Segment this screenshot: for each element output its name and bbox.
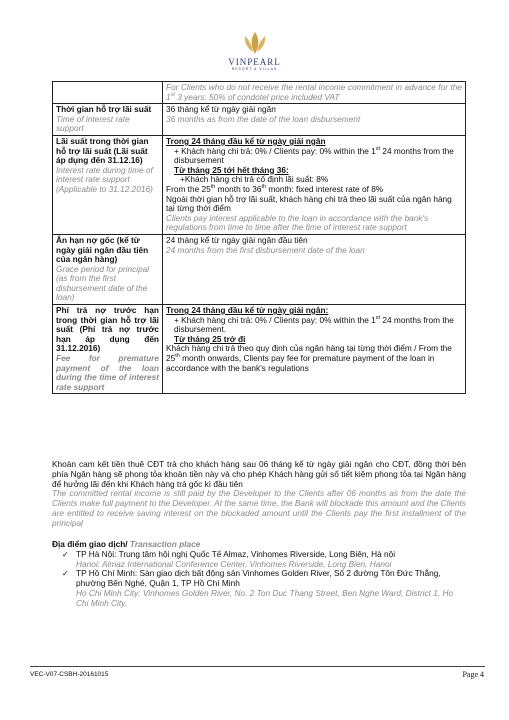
term-value-cell — [163, 135, 466, 234]
cell-text: Lãi suất trong thời gian hỗ trợ lãi suất (Lãi suất áp dụng đến 31.12.16) — [56, 135, 149, 166]
rental-commitment-en: The committed rental income is still paid by the Developer to the Clients after 06 months as from the date the Clients make full payment to the Developer. At the same time, the Bank will blockade this amount and the Clients are entitled to receive saving interest on the blockaded amount until the Clients pay the first installment of the principal — [52, 488, 466, 528]
cell-text: 24 months from the first disbursement date of the loan — [166, 244, 365, 255]
term-label-cell — [53, 305, 163, 394]
page-number: Page 4 — [462, 670, 484, 679]
cell-text: 36 months as from the date of the loan disbursement — [166, 113, 361, 124]
cell-text: 24 tháng kể từ ngày giải ngân đầu tiên — [166, 234, 308, 245]
term-value-cell — [163, 234, 466, 304]
cell-text: Grace period for principal (as from the first disbursement date of the loan) — [56, 263, 150, 303]
table-row — [53, 104, 466, 136]
location-en: Hanoi: Almaz International Conference Center, Vinhomes Riverside, Long Bien, Hanoi — [76, 558, 392, 569]
cell-text: From the 25th month to 36th month: fixed interest rate of 8% — [166, 183, 384, 194]
location-vn: TP Hồ Chí Minh: Sàn giao dịch bất động sản Vinhomes Golden River, Số 2 đường Tôn Đức Thắng, phường Bến Nghé, Quận 1, TP Hồ Chí Minh — [76, 568, 441, 589]
cell-text: For Clients who do not receive the rental income commitment in advance for the 1st 3 years: 50% of condotel price included VAT — [166, 82, 462, 102]
cell-text: Khách hàng chi trả theo quy định của ngân hàng tại từng thời điểm / From the 25th month onwards, Clients pay fee for premature payment of the loan in accordance with the bank's regulations — [166, 343, 452, 373]
cell-text: + Khách hàng chi trả: 0% / Clients pay: 0% within the 1st 24 months from the disbursement — [174, 145, 454, 166]
term-value-cell — [163, 305, 466, 394]
cell-text: 36 tháng kể từ ngày giải ngân — [166, 104, 276, 115]
cell-text: Trong 24 tháng đầu kể từ ngày giải ngân: — [166, 305, 329, 316]
rental-commitment-vn: Khoản cam kết tiền thuê CĐT trả cho khách hàng sau 06 tháng kể từ ngày giải ngân cho CĐT, đồng thời bên phía Ngân hàng sẽ phong tỏa khoản tiền này và cho phép Khách hàng gửi số tiết kiệm phong tỏa tại Ngân hàng để hưởng lãi đến khi Khách hàng trả gốc kì đầu tiên — [52, 459, 466, 489]
cell-text: Trong 24 tháng đầu kể từ ngày giải ngân — [166, 135, 326, 146]
transaction-place-section — [52, 540, 466, 609]
brand-tagline: RESORT & VILLAS — [231, 67, 278, 71]
checkmark-icon: ✓ — [62, 549, 69, 559]
term-value-cell — [163, 104, 466, 136]
cell-text: Interest rate during time of interest rate support (Applicable to 31.12.2016) — [56, 164, 153, 194]
location-item-hanoi — [62, 550, 466, 570]
cell-text: Phí trả nợ trước hạn trong thời gian hỗ trợ lãi suất (Phí trả nợ trước hạn áp dụng đến 31.12.2016) — [56, 305, 159, 354]
cell-text: Từ tháng 25 tới hết tháng 36: — [174, 164, 289, 175]
cell-text: Thời gian hỗ trợ lãi suất — [56, 104, 152, 115]
rental-commitment-section — [52, 460, 466, 529]
term-label-cell — [53, 82, 163, 104]
cell-text: Ngoài thời gian hỗ trợ lãi suất, khách hàng chi trả theo lãi suất của ngân hàng tại từng thời điểm — [166, 193, 452, 214]
term-label-cell — [53, 135, 163, 234]
table-row — [53, 305, 466, 394]
vinpearl-logo — [0, 30, 509, 71]
cell-text: Ân hạn nợ gốc (kể từ ngày giải ngân đầu tiên của ngân hàng) — [56, 234, 149, 265]
term-value-cell — [163, 82, 466, 104]
cell-text: + Khách hàng chi trả: 0% / Clients pay: 0% within the 1st 24 months from the disbursement. — [174, 314, 454, 335]
footer-divider — [30, 666, 485, 667]
term-label-cell — [53, 104, 163, 136]
document-code: VEC-V07-CSBH-20161015 — [30, 671, 109, 678]
checkmark-icon: ✓ — [62, 569, 69, 579]
transaction-place-heading: Địa điểm giao dịch/ Transaction place — [52, 539, 201, 549]
cell-text: Time of interest rate support — [56, 113, 130, 134]
location-en: Ho Chi Minh City: Vinhomes Golden River, No. 2 Ton Duc Thang Street, Ben Nghe Ward, District 1, Ho Chi Minh City. — [76, 587, 454, 608]
loan-terms-table — [52, 81, 466, 394]
location-item-hcmc — [62, 569, 466, 608]
cell-text: Clients pay interest applicable to the loan in accordance with the bank's regulations from time to time after the time of interest rate support — [166, 212, 429, 233]
cell-text: Fee for premature payment of the loan during the time of interest rate support — [56, 353, 159, 392]
cell-text: +Khách hàng chi trả cố định lãi suất: 8% — [180, 174, 329, 185]
table-row — [53, 135, 466, 234]
location-vn: TP Hà Nội: Trung tâm hội nghị Quốc Tế Almaz, Vinhomes Riverside, Long Biên, Hà nội — [76, 548, 396, 559]
term-label-cell — [53, 234, 163, 304]
table-row — [53, 82, 466, 104]
brand-name: VINPEARL — [228, 57, 281, 67]
cell-text: Từ tháng 25 trở đi — [174, 333, 246, 344]
table-row — [53, 234, 466, 304]
vinpearl-lotus-icon — [238, 30, 272, 56]
